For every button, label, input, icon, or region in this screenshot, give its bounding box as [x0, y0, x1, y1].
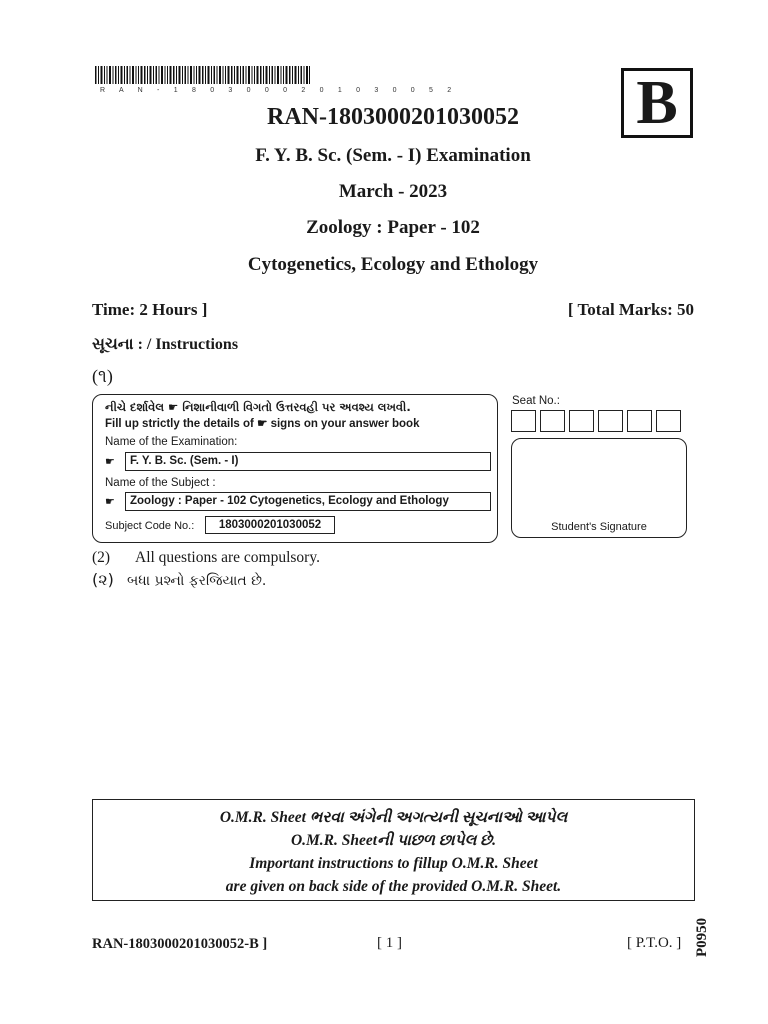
- vertical-code: P0950: [694, 917, 710, 957]
- omr-notice-line-3: Important instructions to fillup O.M.R. Sheet: [249, 855, 538, 872]
- subject-name-label: Name of the Subject :: [105, 477, 216, 489]
- instruction-number-1: (૧): [92, 366, 113, 386]
- instruction-2-gujarati-text: બધા પ્રશ્નો ફરજિયાત છે.: [127, 573, 267, 589]
- instruction-2-text: All questions are compulsory.: [135, 549, 320, 566]
- seat-number-cell[interactable]: [569, 410, 594, 432]
- pointing-hand-icon: ☛: [105, 455, 115, 468]
- seat-number-cell[interactable]: [627, 410, 652, 432]
- seat-number-cell[interactable]: [656, 410, 681, 432]
- instruction-2: [92, 549, 320, 567]
- barcode: [95, 66, 310, 84]
- omr-notice-line-1: O.M.R. Sheet ભરવા અંગેની અગત્યની સૂચનાઓ આપેલ: [219, 809, 568, 826]
- subject-name-value: Zoology : Paper - 102 Cytogenetics, Ecology and Ethology: [125, 492, 491, 511]
- pointing-hand-icon: ☛: [105, 495, 115, 508]
- seat-number-boxes: [511, 410, 681, 432]
- page-number: [ 1 ]: [377, 935, 402, 951]
- gujarati-instruction: નીચે દર્શાવેલ ☛ નિશાનીવાળી વિગતો ઉત્તરવહી પર અવશ્ય લખવી.: [105, 400, 411, 414]
- answer-book-details-box: [92, 394, 498, 543]
- exam-title: F. Y. B. Sc. (Sem. - I) Examination: [255, 145, 531, 166]
- seat-number-cell[interactable]: [540, 410, 565, 432]
- subject-code-label: Subject Code No.:: [105, 520, 195, 532]
- signature-label: Student's Signature: [551, 521, 647, 533]
- seat-number-cell[interactable]: [511, 410, 536, 432]
- omr-notice-box: [92, 799, 695, 901]
- barcode-text: R A N - 1 8 0 3 0 0 0 2 0 1 0 3 0 0 5 2: [100, 87, 458, 94]
- instructions-heading: સૂચના : / Instructions: [92, 336, 239, 353]
- signature-box[interactable]: [511, 438, 687, 538]
- paper-title: Zoology : Paper - 102: [306, 217, 480, 238]
- footer-paper-code: RAN-1803000201030052-B ]: [92, 936, 268, 952]
- omr-notice-line-4: are given on back side of the provided O.M.R. Sheet.: [225, 878, 562, 895]
- instruction-2-gujarati: [92, 570, 266, 590]
- exam-name-value: F. Y. B. Sc. (Sem. - I): [125, 452, 491, 471]
- omr-notice-line-2: O.M.R. Sheetની પાછળ છાપેલ છે.: [290, 832, 497, 849]
- pto-label: [ P.T.O. ]: [627, 935, 682, 951]
- subject-code-value: 1803000201030052: [205, 516, 335, 534]
- exam-name-label: Name of the Examination:: [105, 436, 238, 448]
- paper-code-title: RAN-1803000201030052: [267, 104, 519, 130]
- seat-number-cell[interactable]: [598, 410, 623, 432]
- instruction-2-gujarati-number: (૨): [92, 570, 114, 589]
- exam-month: March - 2023: [338, 181, 448, 202]
- subject-title: Cytogenetics, Ecology and Ethology: [247, 254, 539, 275]
- instruction-2-number: (2): [92, 549, 111, 566]
- set-letter: B: [636, 69, 678, 137]
- fill-instruction: Fill up strictly the details of ☛ signs on your answer book: [105, 418, 420, 430]
- time-allowed: Time: 2 Hours ]: [92, 300, 208, 319]
- total-marks: [ Total Marks: 50: [567, 300, 694, 319]
- seat-number-label: Seat No.:: [512, 395, 560, 407]
